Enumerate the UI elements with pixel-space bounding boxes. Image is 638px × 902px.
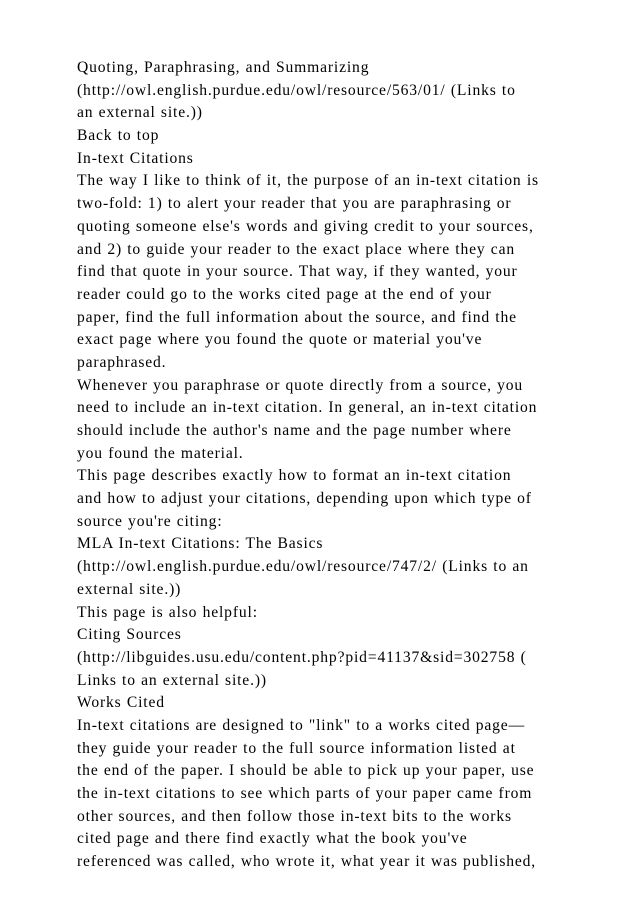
text-line: MLA In-text Citations: The Basics (77, 535, 324, 553)
section-heading: In-text Citations (77, 149, 194, 167)
text-line: (http://libguides.usu.edu/content.php?pid=41137&sid=302758 ( (77, 648, 527, 666)
text-line: should include the author's name and the page number where (77, 422, 512, 439)
text-line: Links to an external site.)) (77, 671, 267, 689)
text-line: and 2) to guide your reader to the exact place where they can (77, 240, 515, 258)
text-line: Back to top (77, 127, 160, 145)
text-line: exact page where you found the quote or material you've (77, 331, 483, 349)
text-line: you found the material. (77, 444, 244, 462)
text-line: The way I like to think of it, the purpose of an in-text citation is (77, 172, 539, 190)
text-line: the end of the paper. I should be able to pick up your paper, use (77, 762, 535, 780)
text-line: and how to adjust your citations, depending upon which type of (77, 490, 532, 508)
text-line: the in-text citations to see which parts of your paper came from (77, 785, 533, 802)
text-line: cited page and there find exactly what the book you've (77, 830, 468, 848)
text-line: This page is also helpful: (77, 603, 258, 621)
text-line: referenced was called, who wrote it, what year it was published, (77, 853, 537, 871)
text-line: Quoting, Paraphrasing, and Summarizing (77, 59, 370, 76)
text-line: Whenever you paraphrase or quote directly from a source, you (77, 376, 524, 394)
document-page (77, 57, 567, 874)
text-line: other sources, and then follow those in-text bits to the works (77, 807, 512, 825)
text-line: (http://owl.english.purdue.edu/owl/resource/747/2/ (Links to an (77, 558, 529, 576)
text-line: an external site.)) (77, 104, 203, 122)
text-line: two-fold: 1) to alert your reader that you are paraphrasing or (77, 195, 512, 213)
section-heading: Works Cited (77, 694, 165, 712)
text-line: In-text citations are designed to "link" to a works cited page— (77, 716, 526, 734)
text-line: quoting someone else's words and giving credit to your sources, (77, 217, 534, 235)
text-line: paraphrased. (77, 353, 167, 371)
text-line: Citing Sources (77, 626, 182, 644)
text-line: This page describes exactly how to format an in-text citation (77, 467, 512, 485)
text-line: external site.)) (77, 580, 182, 598)
text-line: source you're citing: (77, 512, 223, 530)
text-line: (http://owl.english.purdue.edu/owl/resource/563/01/ (Links to (77, 81, 516, 99)
text-line: need to include an in-text citation. In general, an in-text citation (77, 399, 538, 417)
text-line: find that quote in your source. That way, if they wanted, your (77, 263, 518, 281)
text-line: reader could go to the works cited page at the end of your (77, 285, 492, 303)
text-line: they guide your reader to the full source information listed at (77, 739, 516, 757)
text-line: paper, find the full information about the source, and find the (77, 308, 517, 326)
